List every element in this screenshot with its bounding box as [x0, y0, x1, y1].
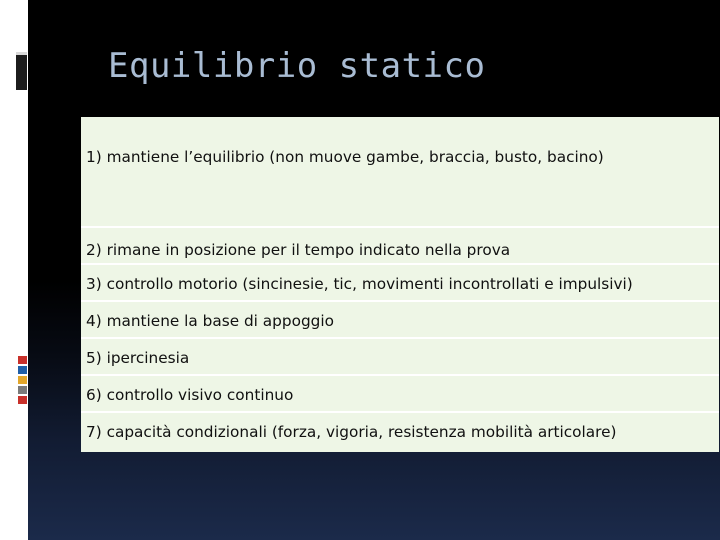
criteria-item-5: 5) ipercinesia — [86, 349, 190, 367]
table-row — [81, 413, 719, 452]
decorative-square-blue — [18, 366, 27, 374]
criteria-item-6: 6) controllo visivo continuo — [86, 386, 294, 404]
table-row — [81, 339, 719, 376]
table-row — [81, 117, 719, 228]
criteria-table — [81, 117, 719, 452]
criteria-item-1: 1) mantiene l’equilibrio (non muove gambe, braccia, busto, bacino) — [86, 148, 604, 166]
criteria-item-3: 3) controllo motorio (sincinesie, tic, movimenti incontrollati e impulsivi) — [86, 275, 633, 293]
decorative-bar — [16, 52, 27, 90]
table-row — [81, 265, 719, 302]
slide — [28, 0, 720, 540]
table-row — [81, 302, 719, 339]
criteria-item-2: 2) rimane in posizione per il tempo indicato nella prova — [86, 241, 511, 259]
decorative-bar-highlight — [16, 52, 27, 55]
decorative-square-yellow — [18, 376, 27, 384]
criteria-item-7: 7) capacità condizionali (forza, vigoria, resistenza mobilità articolare) — [86, 423, 617, 441]
table-row — [81, 228, 719, 265]
slide-title: Equilibrio statico — [108, 46, 486, 86]
table-row — [81, 376, 719, 413]
decorative-square-red-2 — [18, 396, 27, 404]
decorative-square-gray — [18, 386, 27, 394]
criteria-item-4: 4) mantiene la base di appoggio — [86, 312, 334, 330]
decorative-square-red — [18, 356, 27, 364]
